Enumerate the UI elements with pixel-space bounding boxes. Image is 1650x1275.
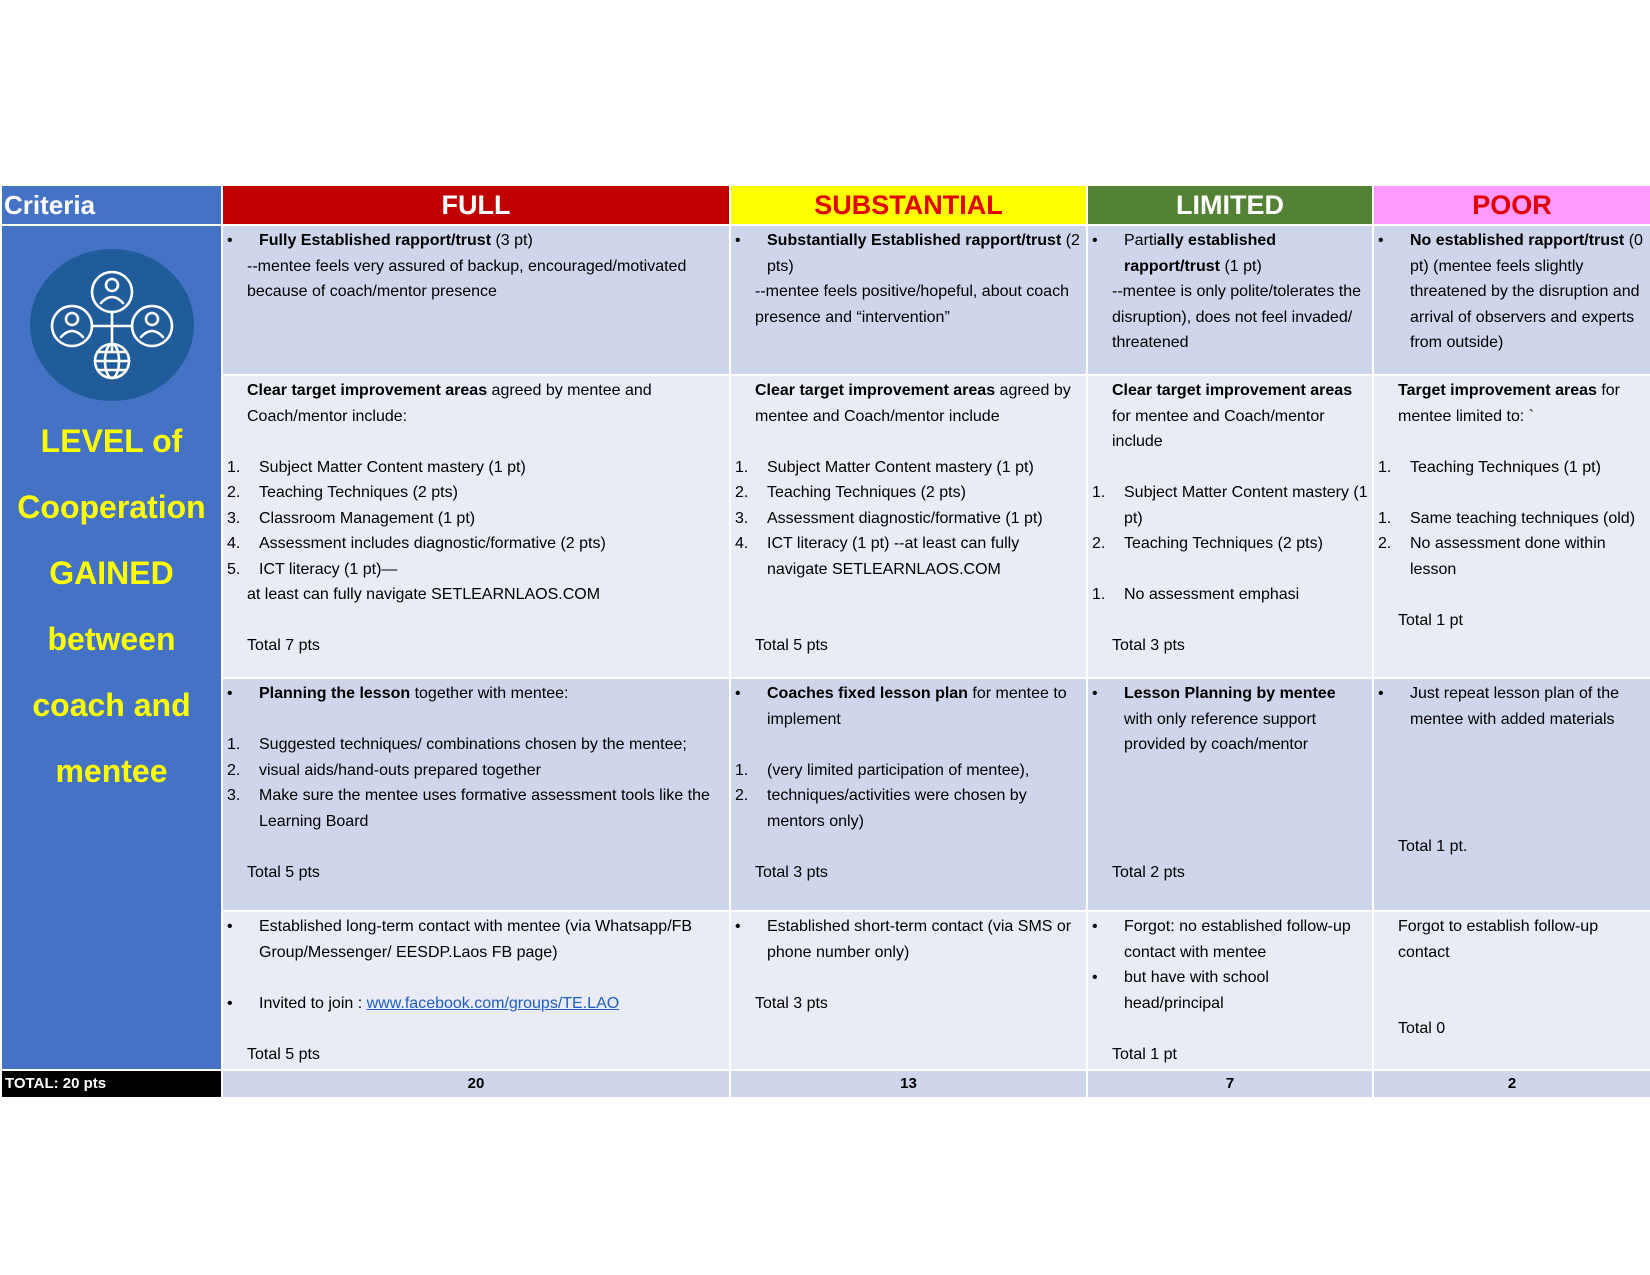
header-substantial: SUBSTANTIAL <box>730 185 1087 225</box>
cell-text: for mentee to implement <box>767 685 1067 728</box>
cell-r1-poor: • No established rapport/trust (0 pt) (mentee feels slightly threatened by the disruption and arrival of observers and experts from outside) <box>1373 225 1650 375</box>
criteria-label-line: coach and <box>32 687 191 723</box>
cell-r1-full: • Fully Established rapport/trust (3 pt) --mentee feels very assured of backup, encouraged/motivated because of coach/mentor presence <box>222 225 730 375</box>
cell-heading: Target improvement areas <box>1398 382 1597 399</box>
cell-heading: Fully Established rapport/trust <box>259 232 492 249</box>
cell-r1-substantial: • Substantially Established rapport/trust (2 pts) --mentee feels positive/hopeful, about coach presence and “intervention” <box>730 225 1087 375</box>
cell-text: Established short-term contact (via SMS or phone number only) <box>767 918 1072 961</box>
cell-text: (0 pt) (mentee feels slightly threatened by the disruption and arrival of observers and experts from outside) <box>1410 232 1643 351</box>
cell-total: Total 5 pts <box>247 1045 320 1063</box>
list-item: 1. Suggested techniques/ combinations chosen by the mentee; <box>227 736 687 753</box>
cell-text: Forgot to establish follow-up contact <box>1398 918 1599 961</box>
list-item: 2. Teaching Techniques (2 pts) <box>1092 535 1323 552</box>
cell-text: agreed by mentee and Coach/mentor include: <box>247 382 652 425</box>
row-follow-up <box>1 911 1650 1070</box>
list-item: 2. techniques/activities were chosen by mentors only) <box>735 787 1027 830</box>
criteria-label <box>2 408 221 804</box>
cell-text: agreed by mentee and Coach/mentor include <box>755 382 1071 425</box>
cell-heading: Coaches fixed lesson plan <box>767 685 968 702</box>
cell-heading: Clear target improvement areas <box>247 382 488 399</box>
list-item: 1. Same teaching techniques (old) <box>1378 509 1636 527</box>
list-item: 2. Teaching Techniques (2 pts) <box>735 484 966 501</box>
cell-r4-poor <box>1373 911 1650 1070</box>
cell-text: Established long-term contact with mentee (via Whatsapp/FB Group/Messenger/ EESDP.Laos FB page) <box>259 918 693 961</box>
list-item: 1. Subject Matter Content mastery (1 pt) <box>227 458 526 476</box>
cell-text: Invited to join : <box>259 994 367 1012</box>
list-item: 1. (very limited participation of mentee), <box>735 761 1030 779</box>
cell-text: Just repeat lesson plan of the mentee with added materials <box>1410 685 1620 728</box>
list-item: 1. Subject Matter Content mastery (1 pt) <box>1092 484 1368 527</box>
list-item: 3. Classroom Management (1 pt) <box>227 509 476 527</box>
cell-r3-limited: • Lesson Planning by mentee with only reference support provided by coach/mentor Total 2 pts <box>1087 678 1373 911</box>
cell-text: with only reference support provided by coach/mentor <box>1124 710 1317 753</box>
cell-r2-poor <box>1373 375 1650 678</box>
cell-total: Total 1 pt <box>1112 1045 1177 1063</box>
cell-text: (1 pt) <box>1220 257 1262 275</box>
cell-total: Total 5 pts <box>247 863 320 881</box>
network-people-icon <box>28 248 196 402</box>
row-lesson-planning <box>1 678 1650 911</box>
list-item: 1. Subject Matter Content mastery (1 pt) <box>735 458 1034 476</box>
facebook-group-link[interactable]: www.facebook.com/groups/TE.LAO <box>366 994 620 1012</box>
list-item: 3. Assessment diagnostic/formative (1 pt) <box>735 509 1043 527</box>
cell-total: Total 0 <box>1398 1020 1446 1037</box>
cell-description: --mentee is only polite/tolerates the disruption), does not feel invaded/ threatened <box>1112 283 1362 351</box>
header-limited: LIMITED <box>1087 185 1373 225</box>
cell-r3-poor: • Just repeat lesson plan of the mentee with added materials Total 1 pt. <box>1373 678 1650 911</box>
criteria-label-line: GAINED <box>49 555 174 591</box>
totals-row <box>1 1070 1650 1098</box>
row-rapport <box>1 225 1650 375</box>
criteria-label-line: Cooperation <box>17 489 206 525</box>
list-item: 4. ICT literacy (1 pt) --at least can fully navigate SETLEARNLAOS.COM <box>735 535 1020 578</box>
list-item: 3. Make sure the mentee uses formative assessment tools like the Learning Board <box>227 787 710 830</box>
cell-heading: Substantially Established rapport/trust <box>767 232 1062 249</box>
cell-text: for mentee limited to: ` <box>1398 382 1621 425</box>
list-item: 5. ICT literacy (1 pt)— <box>227 560 398 578</box>
cell-text: (3 pt) <box>491 232 533 249</box>
cell-text: but have with school head/principal <box>1124 969 1269 1012</box>
cell-heading: Planning the lesson <box>259 685 411 702</box>
criteria-label-line: mentee <box>55 753 168 789</box>
cell-total: Total 5 pts <box>755 637 828 654</box>
cell-text: Forgot: no established follow-up contact with mentee <box>1124 918 1351 961</box>
cell-text: (2 pts) <box>767 232 1080 275</box>
header-row <box>1 185 1650 225</box>
list-item: 4. Assessment includes diagnostic/formative (2 pts) <box>227 535 606 552</box>
criteria-cell <box>1 225 222 1070</box>
cell-total: Total 2 pts <box>1112 863 1185 881</box>
list-item: 1. Teaching Techniques (1 pt) <box>1378 458 1601 476</box>
header-full: FULL <box>222 185 730 225</box>
cell-r2-substantial <box>730 375 1087 678</box>
cell-total: Total 3 pts <box>1112 637 1185 654</box>
cell-description: --mentee feels positive/hopeful, about coach presence and “intervention” <box>755 283 1069 326</box>
cell-r2-limited <box>1087 375 1373 678</box>
header-criteria: Criteria <box>1 185 222 225</box>
cell-r4-limited: • Forgot: no established follow-up contact with mentee • but have with school head/principal Total 1 pt <box>1087 911 1373 1070</box>
cell-heading: No established rapport/trust <box>1410 232 1625 249</box>
list-item: 1. No assessment emphasi <box>1092 586 1300 603</box>
cell-total: Total 1 pt. <box>1398 838 1468 855</box>
list-item: 2. No assessment done within lesson <box>1378 535 1606 578</box>
cell-r3-full: • Planning the lesson together with mentee: 1. Suggested techniques/ combinations chosen by the mentee; 2. visual aids/hand-outs prepared together 3. Make sure the mentee uses formative assessment tools like the Learning Board Total 5 pts <box>222 678 730 911</box>
cell-text: at least can fully navigate SETLEARNLAOS.COM <box>247 586 601 603</box>
cell-text: Parti <box>1124 232 1157 249</box>
cell-r3-substantial: • Coaches fixed lesson plan for mentee to implement 1. (very limited participation of mentee), 2. techniques/activities were chosen by mentors only) Total 3 pts <box>730 678 1087 911</box>
total-limited: 7 <box>1087 1070 1373 1098</box>
cell-heading: Clear target improvement areas <box>755 382 996 399</box>
list-item: 2. visual aids/hand-outs prepared together <box>227 761 541 779</box>
cell-total: Total 3 pts <box>755 994 828 1012</box>
total-label: TOTAL: 20 pts <box>1 1070 222 1098</box>
row-target-areas <box>1 375 1650 678</box>
criteria-label-line: between <box>47 621 176 657</box>
rubric-table <box>0 184 1650 1099</box>
total-poor: 2 <box>1373 1070 1650 1098</box>
cell-total: Total 1 pt <box>1398 611 1463 629</box>
cell-r1-limited: • Partially established rapport/trust (1 pt) --mentee is only polite/tolerates the disruption), does not feel invaded/ threatened <box>1087 225 1373 375</box>
cell-heading: Lesson Planning by mentee <box>1124 685 1336 702</box>
cell-heading: ally established rapport/trust <box>1124 232 1277 275</box>
cell-description: --mentee feels very assured of backup, encouraged/motivated because of coach/mentor presence <box>247 257 687 300</box>
cell-r4-full: • Established long-term contact with mentee (via Whatsapp/FB Group/Messenger/ EESDP.Laos FB page) • Invited to join : www.facebook.com/groups/TE.LAO Total 5 pts <box>222 911 730 1070</box>
cell-total: Total 3 pts <box>755 863 828 881</box>
cell-heading: Clear target improvement areas <box>1112 382 1353 399</box>
criteria-label-line: LEVEL of <box>40 423 183 459</box>
total-substantial: 13 <box>730 1070 1087 1098</box>
cell-text: together with mentee: <box>410 685 569 702</box>
total-full: 20 <box>222 1070 730 1098</box>
cell-r2-full <box>222 375 730 678</box>
cell-r4-substantial: • Established short-term contact (via SMS or phone number only) Total 3 pts <box>730 911 1087 1070</box>
cell-text: for mentee and Coach/mentor include <box>1112 407 1325 450</box>
list-item: 2. Teaching Techniques (2 pts) <box>227 484 458 501</box>
cell-total: Total 7 pts <box>247 637 320 654</box>
header-poor: POOR <box>1373 185 1650 225</box>
